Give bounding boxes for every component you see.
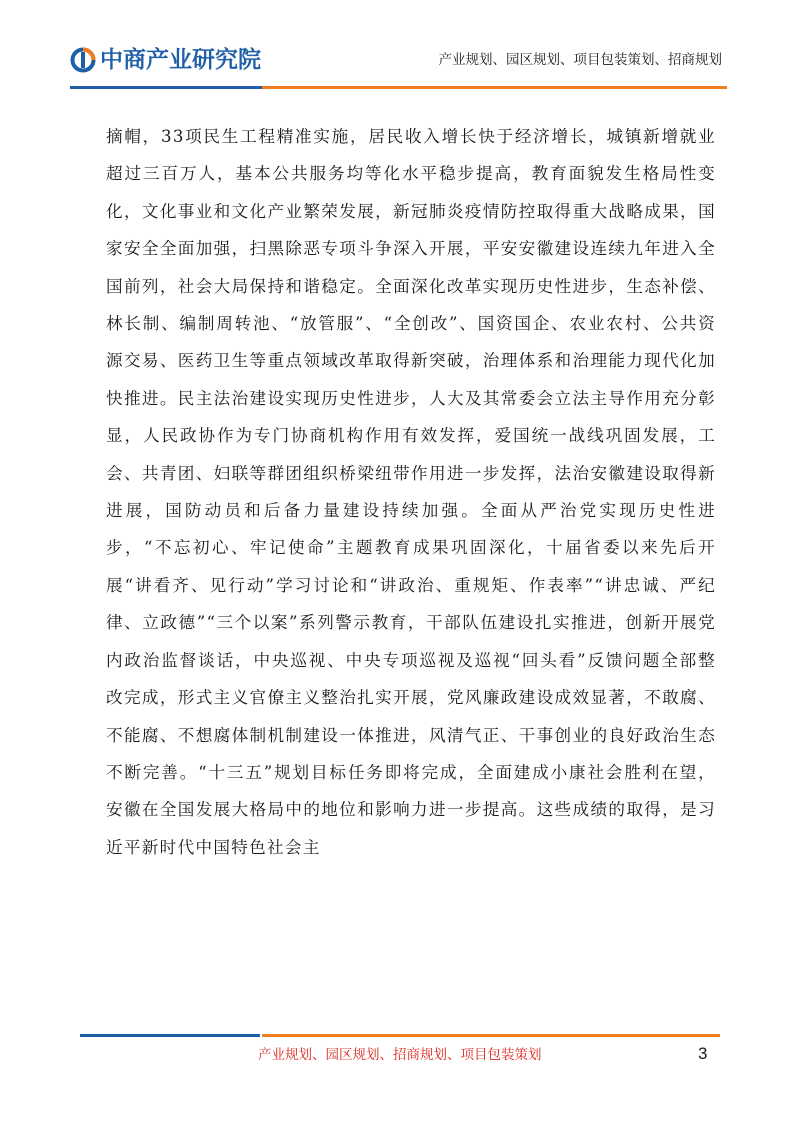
logo-mark-icon xyxy=(70,47,96,73)
footer-tagline: 产业规划、园区规划、招商规划、项目包装策划 xyxy=(258,1047,542,1063)
header-tagline: 产业规划、园区规划、项目包装策划、招商规划 xyxy=(438,52,722,68)
page-header xyxy=(0,0,800,100)
footer-rule-blue xyxy=(80,1034,260,1037)
header-rule-blue xyxy=(70,86,262,89)
body-paragraph: 摘帽，33项民生工程精准实施，居民收入增长快于经济增长，城镇新增就业超过三百万人，基本公共服务均等化水平稳步提高，教育面貌发生格局性变化，文化事业和文化产业繁荣发展，新冠肺炎疫情防控取得重大战略成果，国家安全全面加强，扫黑除恶专项斗争深入开展，平安安徽建设连续九年进入全国前列，社会大局保持和谐稳定。全面深化改革实现历史性进步，生态补偿、林长制、编制周转池、“放管服”、“全创改”、国资国企、农业农村、公共资源交易、医药卫生等重点领域改革取得新突破，治理体系和治理能力现代化加快推进。民主法治建设实现历史性进步，人大及其常委会立法主导作用充分彰显，人民政协作为专门协商机构作用有效发挥，爱国统一战线巩固发展，工会、共青团、妇联等群团组织桥梁纽带作用进一步发挥，法治安徽建设取得新进展，国防动员和后备力量建设持续加强。全面从严治党实现历史性进步，“不忘初心、牢记使命”主题教育成果巩固深化，十届省委以来先后开展“讲看齐、见行动”学习讨论和“讲政治、重规矩、作表率”“讲忠诚、严纪律、立政德”“三个以案”系列警示教育，干部队伍建设扎实推进，创新开展党内政治监督谈话，中央巡视、中央专项巡视及巡视“回头看”反馈问题全部整改完成，形式主义官僚主义整治扎实开展，党风廉政建设成效显著，不敢腐、不能腐、不想腐体制机制建设一体推进，风清气正、干事创业的良好政治生态不断完善。“十三五”规划目标任务即将完成，全面建成小康社会胜利在望，安徽在全国发展大格局中的地位和影响力进一步提高。这些成绩的取得，是习近平新时代中国特色社会主 xyxy=(106,127,716,857)
logo-text: 中商产业研究院 xyxy=(100,47,261,73)
body-content xyxy=(106,118,716,866)
footer-rule-orange xyxy=(262,1034,720,1037)
company-logo xyxy=(70,44,261,76)
header-rule-orange xyxy=(262,86,727,89)
page-number: 3 xyxy=(698,1044,708,1063)
